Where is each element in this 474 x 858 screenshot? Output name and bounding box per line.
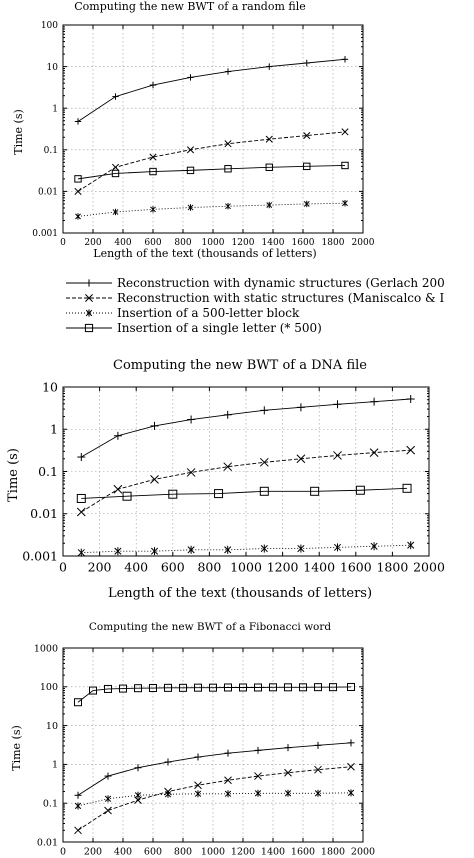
x-tick-label: 2000 xyxy=(350,846,376,858)
y-tick-label: 0.001 xyxy=(22,548,58,564)
marker-cross xyxy=(114,485,122,493)
marker-plus xyxy=(266,63,272,69)
x-tick-label: 600 xyxy=(144,238,162,248)
x-tick-label: 600 xyxy=(143,846,163,858)
marker-plus xyxy=(165,759,172,766)
series-line xyxy=(78,132,345,192)
marker-plus xyxy=(225,750,232,757)
series-cross xyxy=(77,446,414,516)
y-tick-label: 10 xyxy=(42,379,58,395)
marker-cross xyxy=(105,807,112,814)
y-tick-label: 0.01 xyxy=(36,837,58,849)
y-tick-label: 1 xyxy=(51,759,58,771)
grid xyxy=(22,379,445,574)
marker-cross xyxy=(370,449,378,457)
marker-plus xyxy=(297,403,305,411)
y-axis-label: Time (s) xyxy=(10,725,23,771)
x-tick-label: 1800 xyxy=(320,846,346,858)
series-line xyxy=(78,687,351,702)
x-tick-label: 200 xyxy=(84,238,102,248)
y-tick-label: 10 xyxy=(46,62,58,73)
series-star xyxy=(75,789,354,809)
marker-plus xyxy=(195,754,202,761)
marker-cross xyxy=(151,475,159,483)
marker-plus xyxy=(407,395,415,403)
marker-plus xyxy=(151,422,159,430)
y-tick-label: 10 xyxy=(45,720,58,732)
marker-plus xyxy=(348,739,355,746)
marker-cross xyxy=(334,451,342,459)
x-tick-label: 800 xyxy=(174,238,192,248)
marker-cross xyxy=(77,508,85,516)
y-tick-label: 100 xyxy=(40,21,58,32)
x-axis-label: Length of the text (thousands of letters) xyxy=(93,247,317,260)
series-cross xyxy=(75,129,348,195)
x-tick-label: 400 xyxy=(113,846,133,858)
legend-label: Insertion of a 500-letter block xyxy=(117,306,300,320)
x-tick-label: 1000 xyxy=(200,846,226,858)
marker-star xyxy=(105,795,111,802)
y-tick-label: 1000 xyxy=(33,643,58,655)
series-star xyxy=(75,200,347,220)
legend-label: Insertion of a single letter (* 500) xyxy=(117,321,322,335)
x-tick-label: 1000 xyxy=(230,559,262,575)
y-tick-label: 1 xyxy=(52,104,58,115)
x-tick-label: 1800 xyxy=(376,559,409,575)
x-tick-label: 0 xyxy=(59,846,67,858)
marker-cross xyxy=(342,129,348,135)
x-tick-label: 1400 xyxy=(303,559,336,575)
marker-plus xyxy=(187,74,193,80)
series-line xyxy=(81,488,407,498)
x-tick-label: 0 xyxy=(59,559,67,575)
series-line xyxy=(78,793,351,806)
x-tick-label: 1200 xyxy=(231,238,255,248)
series-line xyxy=(78,59,345,121)
marker-star xyxy=(115,547,121,555)
marker-star xyxy=(75,213,80,219)
chart-fibonacci-word xyxy=(10,621,375,858)
y-tick-label: 0.01 xyxy=(30,506,58,522)
marker-plus xyxy=(260,406,268,414)
marker-cross xyxy=(195,782,202,789)
marker-star xyxy=(371,542,377,550)
x-tick-label: 600 xyxy=(160,559,185,575)
x-axis-label: Length of the text (thousands of letters) xyxy=(107,586,373,601)
x-tick-label: 200 xyxy=(87,559,112,575)
x-tick-label: 1600 xyxy=(290,846,316,858)
legend xyxy=(66,276,445,335)
marker-star xyxy=(298,545,304,553)
series-square xyxy=(75,162,348,182)
x-tick-label: 0 xyxy=(60,238,66,248)
legend-entry xyxy=(66,291,445,305)
legend-entry xyxy=(66,306,300,320)
x-tick-label: 1400 xyxy=(260,846,286,858)
series-line xyxy=(78,743,351,795)
x-tick-label: 1600 xyxy=(291,238,315,248)
chart-dna-file xyxy=(6,358,445,601)
chart-title: Computing the new BWT of a DNA file xyxy=(113,358,367,373)
marker-cross xyxy=(75,827,82,834)
marker-plus xyxy=(114,432,122,440)
marker-star xyxy=(188,546,194,554)
x-tick-label: 1800 xyxy=(321,238,345,248)
y-tick-label: 0.1 xyxy=(38,463,58,479)
marker-plus xyxy=(334,400,342,408)
y-tick-label: 0.01 xyxy=(37,187,58,198)
marker-star xyxy=(225,203,230,209)
legend-label: Reconstruction with static structures (Maniscalco & I xyxy=(117,291,445,305)
marker-star xyxy=(304,201,309,207)
marker-plus xyxy=(285,744,292,751)
legend-entry xyxy=(66,321,322,335)
y-tick-label: 0.001 xyxy=(32,229,58,240)
x-tick-label: 1000 xyxy=(201,238,225,248)
marker-star xyxy=(86,309,92,316)
marker-plus xyxy=(85,279,92,286)
x-tick-label: 1600 xyxy=(339,559,372,575)
x-tick-label: 400 xyxy=(124,559,149,575)
x-tick-label: 1400 xyxy=(261,238,285,248)
legend-label: Reconstruction with dynamic structures (Gerlach 200 xyxy=(117,276,445,290)
marker-star xyxy=(342,200,347,206)
marker-plus xyxy=(75,118,81,124)
y-tick-label: 0.1 xyxy=(42,798,58,810)
marker-plus xyxy=(342,56,348,62)
marker-plus xyxy=(112,93,118,99)
chart-title: Computing the new BWT of a Fibonacci word xyxy=(88,621,332,633)
marker-star xyxy=(75,802,81,809)
x-tick-label: 800 xyxy=(197,559,222,575)
y-tick-label: 0.1 xyxy=(43,145,58,156)
chart-title: Computing the new BWT of a random file xyxy=(74,0,306,13)
series-line xyxy=(78,767,351,831)
x-tick-label: 200 xyxy=(83,846,103,858)
marker-plus xyxy=(315,742,322,749)
marker-plus xyxy=(224,411,232,419)
marker-plus xyxy=(187,416,195,424)
y-axis-label: Time (s) xyxy=(12,109,25,155)
series-plus xyxy=(75,739,355,798)
marker-plus xyxy=(135,764,142,771)
x-tick-label: 2000 xyxy=(413,559,445,575)
marker-star xyxy=(348,789,354,796)
marker-plus xyxy=(77,453,85,461)
x-tick-label: 1200 xyxy=(230,846,256,858)
marker-plus xyxy=(370,398,378,406)
marker-star xyxy=(78,549,84,557)
series-square xyxy=(77,484,411,502)
legend-entry xyxy=(66,276,445,290)
marker-plus xyxy=(225,68,231,74)
x-tick-label: 1200 xyxy=(266,559,299,575)
chart-random-file xyxy=(12,0,375,260)
marker-plus xyxy=(105,773,112,780)
marker-plus xyxy=(304,60,310,66)
x-tick-label: 800 xyxy=(173,846,193,858)
x-tick-label: 400 xyxy=(114,238,132,248)
marker-plus xyxy=(75,792,82,799)
marker-plus xyxy=(150,82,156,88)
y-axis-label: Time (s) xyxy=(6,448,21,502)
grid xyxy=(32,21,374,248)
x-tick-label: 2000 xyxy=(351,238,375,248)
marker-plus xyxy=(255,747,262,754)
marker-star xyxy=(150,206,155,212)
y-tick-label: 100 xyxy=(39,682,58,694)
marker-cross xyxy=(112,164,118,170)
y-tick-label: 1 xyxy=(50,421,58,437)
